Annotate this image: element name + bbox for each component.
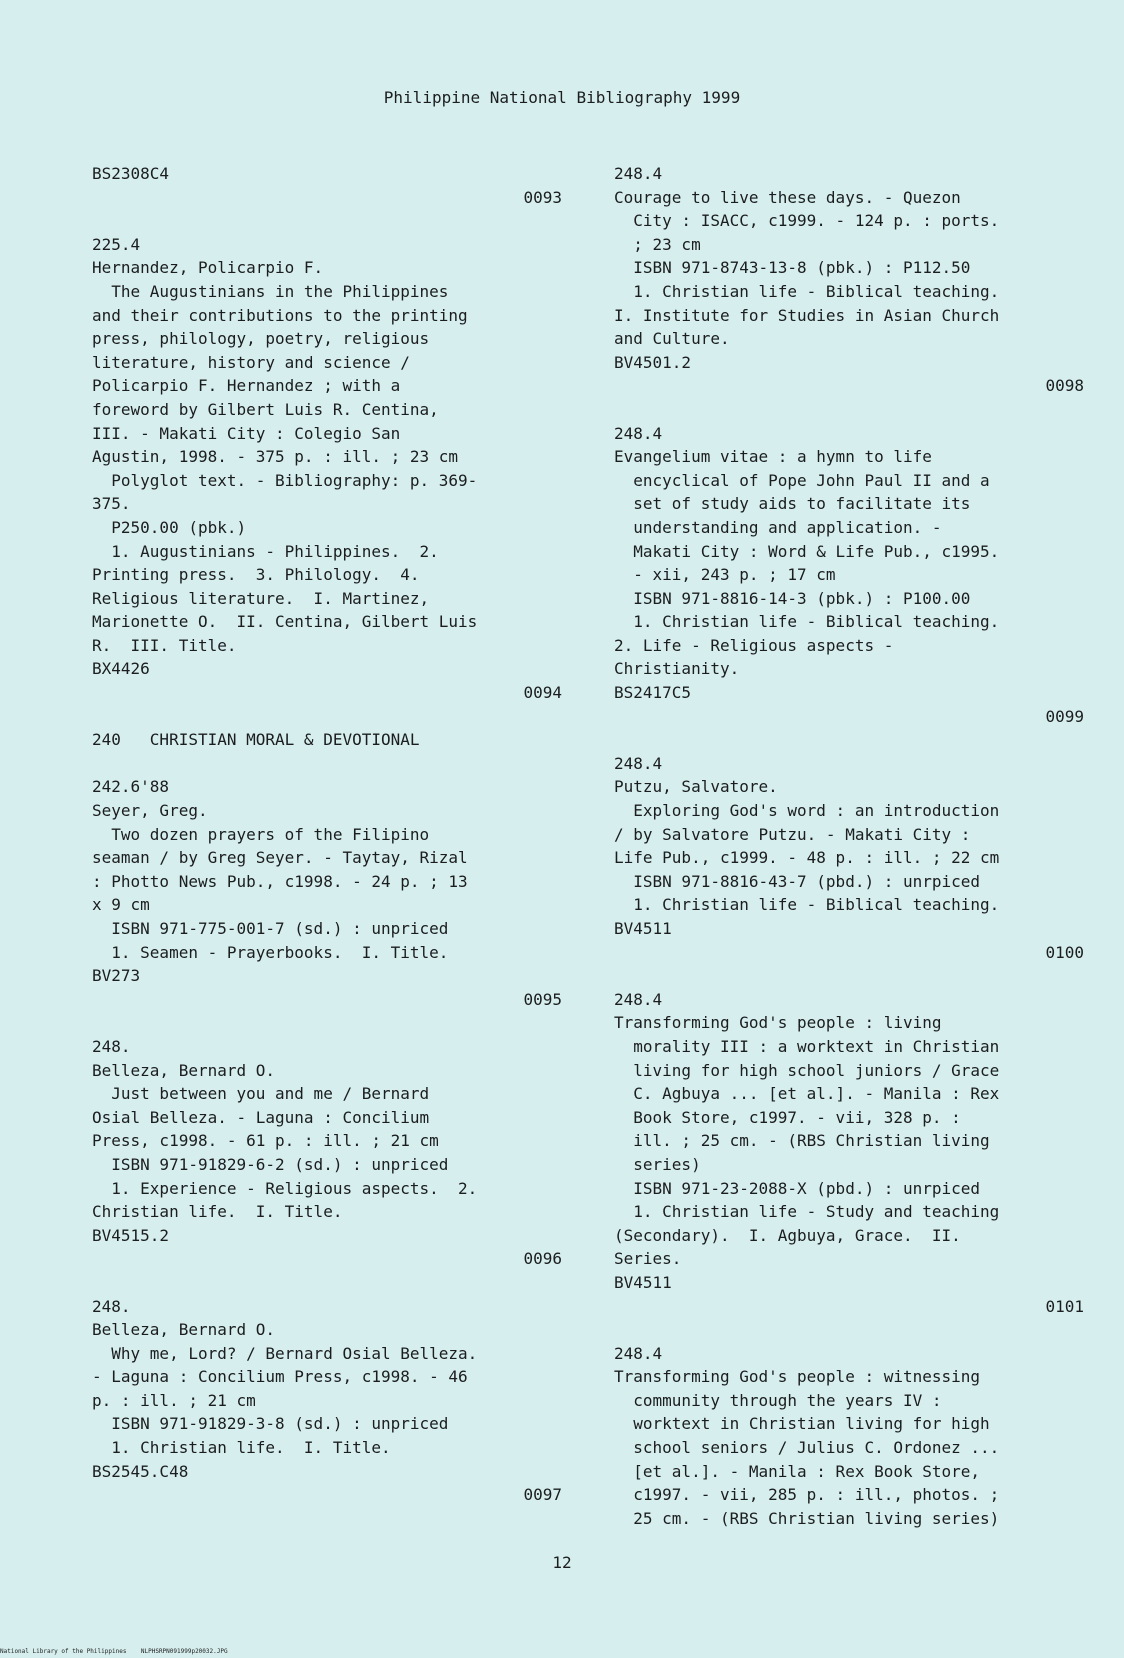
entry-number: 0096	[523, 1249, 562, 1269]
text-line: literature, history and science /	[92, 352, 410, 372]
text-line: : Photto News Pub., c1998. - 24 p. ; 13	[92, 871, 468, 891]
entry-number: 0094	[523, 683, 562, 703]
text-line: 1. Christian life - Biblical teaching.	[614, 281, 1000, 301]
text-line: Courage to live these days. - Quezon	[614, 187, 961, 207]
text-line: Christianity.	[614, 659, 740, 679]
page-number: 12	[552, 1553, 572, 1572]
text-line: - xii, 243 p. ; 17 cm	[614, 565, 836, 585]
text-line: BV273	[92, 966, 141, 986]
text-line: 248.4	[614, 989, 663, 1009]
text-line: 1. Christian life. I. Title.	[92, 1438, 391, 1458]
text-line: BX4426	[92, 659, 150, 679]
text-line: Why me, Lord? / Bernard Osial Belleza.	[92, 1343, 478, 1363]
text-line: P250.00 (pbk.)	[92, 517, 247, 537]
text-line: BV4515.2	[92, 1225, 170, 1245]
text-line: - Laguna : Concilium Press, c1998. - 46	[92, 1367, 468, 1387]
text-line: Makati City : Word & Life Pub., c1995.	[614, 541, 1000, 561]
text-line: Exploring God's word : an introduction	[614, 801, 1000, 821]
scan-footer: National Library of the Philippines NLPHSRPN091999p20032.JPG	[0, 1648, 228, 1655]
text-line: Printing press. 3. Philology. 4.	[92, 565, 420, 585]
text-line: x 9 cm	[92, 895, 150, 915]
text-line: 242.6'88	[92, 777, 170, 797]
text-line: Policarpio F. Hernandez ; with a	[92, 376, 401, 396]
text-line: 248.	[92, 1036, 131, 1056]
text-line: 248.4	[614, 753, 663, 773]
spacer	[614, 964, 1084, 988]
text-line: ISBN 971-8816-14-3 (pbk.) : P100.00	[614, 588, 971, 608]
text-line: BV4511	[614, 1272, 672, 1292]
text-line: 240 CHRISTIAN MORAL & DEVOTIONAL	[92, 730, 420, 750]
entry-number: 0097	[523, 1485, 562, 1505]
text-line: Putzu, Salvatore.	[614, 777, 778, 797]
text-line: Polyglot text. - Bibliography: p. 369-	[92, 470, 478, 490]
text-line: Hernandez, Policarpio F.	[92, 258, 324, 278]
text-line: Two dozen prayers of the Filipino	[92, 824, 430, 844]
text-line: The Augustinians in the Philippines	[92, 281, 449, 301]
text-line: 1. Experience - Religious aspects. 2.	[92, 1178, 478, 1198]
text-line: 1. Christian life - Biblical teaching.	[614, 895, 1000, 915]
text-line: understanding and application. -	[614, 517, 942, 537]
spacer	[92, 209, 562, 233]
text-line: Transforming God's people : witnessing	[614, 1367, 981, 1387]
text-line: ISBN 971-91829-6-2 (sd.) : unpriced	[92, 1154, 449, 1174]
entry-number: 0098	[1045, 376, 1084, 396]
text-line: 375.	[92, 494, 131, 514]
text-line: Transforming God's people : living	[614, 1013, 942, 1033]
text-line: 225.4	[92, 234, 141, 254]
text-line: c1997. - vii, 285 p. : ill., photos. ;	[614, 1485, 1000, 1505]
text-line: Series.	[614, 1249, 682, 1269]
text-line: morality III : a worktext in Christian	[614, 1036, 1000, 1056]
text-line: and their contributions to the printing	[92, 305, 468, 325]
spacer	[92, 1011, 562, 1035]
text-line: Religious literature. I. Martinez,	[92, 588, 430, 608]
text-line: BS2417C5	[614, 683, 692, 703]
text-line: Christian life. I. Title.	[92, 1202, 343, 1222]
text-line: series)	[614, 1154, 701, 1174]
text-line: ISBN 971-23-2088-X (pbd.) : unrpiced	[614, 1178, 981, 1198]
text-line: ISBN 971-8743-13-8 (pbk.) : P112.50	[614, 258, 971, 278]
text-line: 248.4	[614, 164, 663, 183]
text-line: living for high school juniors / Grace	[614, 1060, 1000, 1080]
left-column	[92, 162, 562, 1507]
text-line: BV4501.2	[614, 352, 692, 372]
text-line: 25 cm. - (RBS Christian living series)	[614, 1508, 1000, 1528]
text-line: 1. Augustinians - Philippines. 2.	[92, 541, 439, 561]
text-line: III. - Makati City : Colegio San	[92, 423, 401, 443]
text-line: Book Store, c1997. - vii, 328 p. :	[614, 1107, 961, 1127]
spacer	[614, 398, 1084, 422]
text-line: R. III. Title.	[92, 635, 237, 655]
text-line: seaman / by Greg Seyer. - Taytay, Rizal	[92, 848, 468, 868]
text-line: ISBN 971-91829-3-8 (sd.) : unpriced	[92, 1414, 449, 1434]
text-line: press, philology, poetry, religious	[92, 329, 430, 349]
spacer	[614, 728, 1084, 752]
text-line: [et al.]. - Manila : Rex Book Store,	[614, 1461, 981, 1481]
text-line: ill. ; 25 cm. - (RBS Christian living	[614, 1131, 990, 1151]
entry-number: 0101	[1045, 1296, 1084, 1316]
text-line: encyclical of Pope John Paul II and a	[614, 470, 990, 490]
text-line: ; 23 cm	[614, 234, 701, 254]
text-line: Seyer, Greg.	[92, 801, 208, 821]
spacer	[92, 1271, 562, 1295]
text-line: BS2308C4	[92, 164, 170, 183]
entry-number: 0093	[523, 187, 562, 207]
text-line: foreword by Gilbert Luis R. Centina,	[92, 399, 439, 419]
text-line: Life Pub., c1999. - 48 p. : ill. ; 22 cm	[614, 848, 1000, 868]
entry-number: 0099	[1045, 706, 1084, 726]
entry-number: 0100	[1045, 942, 1084, 962]
text-line: (Secondary). I. Agbuya, Grace. II.	[614, 1225, 961, 1245]
text-line: BS2545.C48	[92, 1461, 189, 1481]
text-line: 248.	[92, 1296, 131, 1316]
spacer	[614, 1318, 1084, 1342]
text-line: City : ISACC, c1999. - 124 p. : ports.	[614, 211, 1000, 231]
spacer	[92, 705, 562, 729]
text-line: 1. Christian life - Biblical teaching.	[614, 612, 1000, 632]
text-line: / by Salvatore Putzu. - Makati City :	[614, 824, 971, 844]
text-line: BV4511	[614, 919, 672, 938]
text-line: set of study aids to facilitate its	[614, 494, 971, 514]
text-line: ISBN 971-775-001-7 (sd.) : unpriced	[92, 919, 449, 938]
running-header: Philippine National Bibliography 1999	[383, 88, 741, 107]
text-line: school seniors / Julius C. Ordonez ...	[614, 1438, 1000, 1458]
text-line: 2. Life - Religious aspects -	[614, 635, 894, 655]
entry-number: 0095	[523, 989, 562, 1009]
text-line: 248.4	[614, 423, 663, 443]
text-line: p. : ill. ; 21 cm	[92, 1390, 256, 1410]
text-line: Press, c1998. - 61 p. : ill. ; 21 cm	[92, 1131, 439, 1151]
text-line: C. Agbuya ... [et al.]. - Manila : Rex	[614, 1084, 1000, 1104]
text-line: Belleza, Bernard O.	[92, 1320, 276, 1340]
text-line: 1. Christian life - Study and teaching	[614, 1202, 1000, 1222]
text-line: I. Institute for Studies in Asian Church	[614, 305, 1000, 325]
spacer	[92, 752, 562, 776]
text-line: Osial Belleza. - Laguna : Concilium	[92, 1107, 430, 1127]
right-column	[614, 162, 1084, 1530]
text-line: 1. Seamen - Prayerbooks. I. Title.	[92, 942, 449, 962]
text-line: community through the years IV :	[614, 1390, 942, 1410]
text-line: Just between you and me / Bernard	[92, 1084, 430, 1104]
text-line: Evangelium vitae : a hymn to life	[614, 447, 932, 467]
text-line: and Culture.	[614, 329, 730, 349]
text-line: ISBN 971-8816-43-7 (pbd.) : unrpiced	[614, 871, 981, 891]
text-line: Agustin, 1998. - 375 p. : ill. ; 23 cm	[92, 447, 459, 467]
text-line: 248.4	[614, 1343, 663, 1363]
text-line: Marionette O. II. Centina, Gilbert Luis	[92, 612, 478, 632]
text-line: Belleza, Bernard O.	[92, 1060, 276, 1080]
text-line: worktext in Christian living for high	[614, 1414, 990, 1434]
